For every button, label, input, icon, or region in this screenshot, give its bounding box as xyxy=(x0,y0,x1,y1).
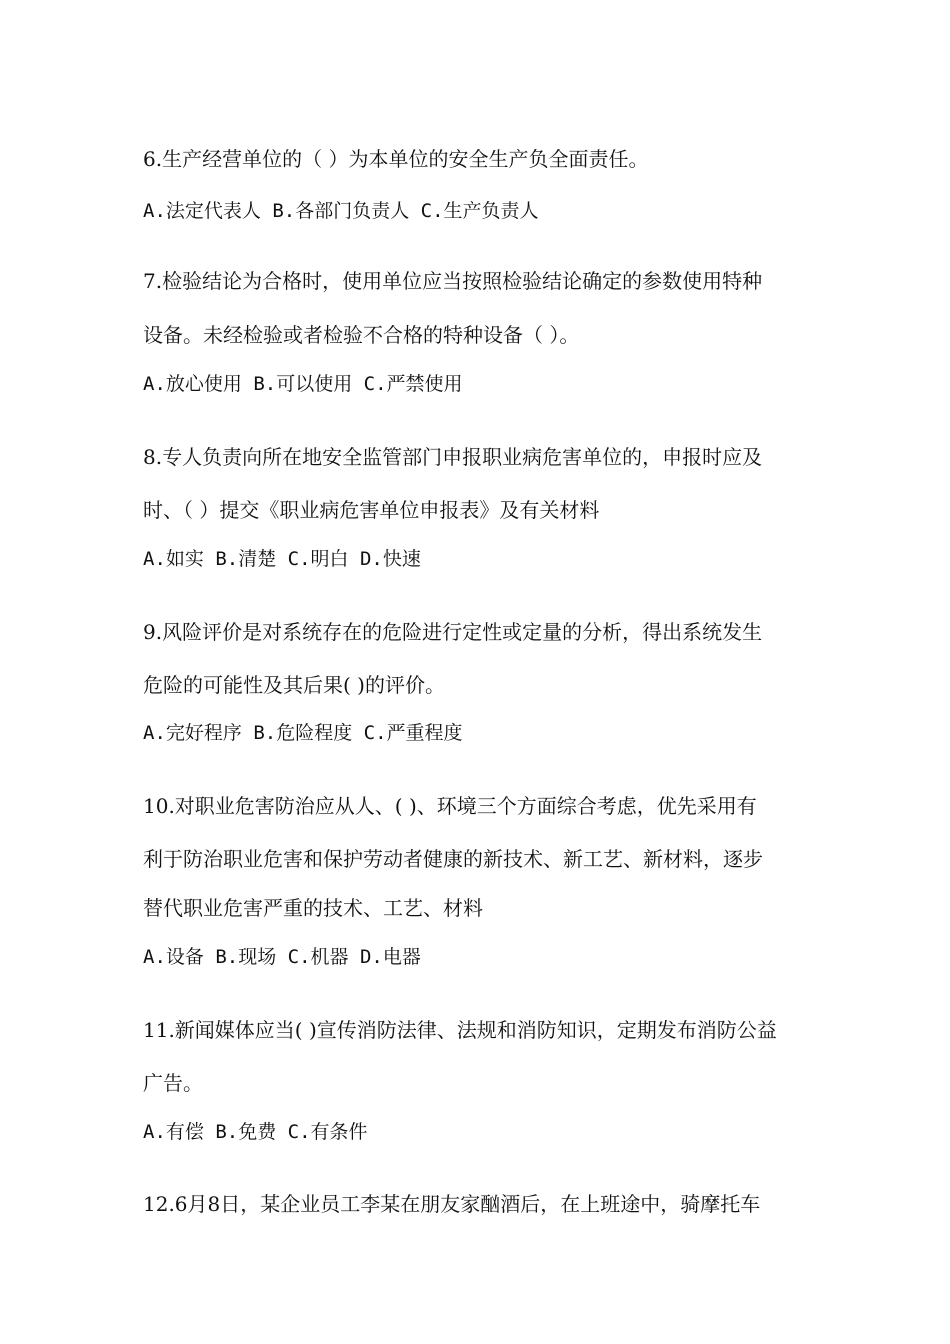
question-8-line-2: 时、（ ）提交《职业病危害单位申报表》及有关材料 xyxy=(143,498,600,522)
question-12-line-1: 12.6月8日，某企业员工李某在朋友家酗酒后，在上班途中，骑摩托车 xyxy=(143,1192,761,1216)
question-7-line-2: 设备。未经检验或者检验不合格的特种设备（ ）。 xyxy=(143,323,580,347)
question-8-options: A.如实 B.清楚 C.明白 D.快速 xyxy=(143,548,421,570)
question-9-line-1: 9.风险评价是对系统存在的危险进行定性或定量的分析，得出系统发生 xyxy=(143,620,763,644)
question-9-options: A.完好程序 B.危险程度 C.严重程度 xyxy=(143,722,463,744)
question-8-line-1: 8.专人负责向所在地安全监管部门申报职业病危害单位的，申报时应及 xyxy=(143,445,763,469)
question-10-options: A.设备 B.现场 C.机器 D.电器 xyxy=(143,946,421,968)
question-7-line-1: 7.检验结论为合格时，使用单位应当按照检验结论确定的参数使用特种 xyxy=(143,269,763,293)
question-7-options: A.放心使用 B.可以使用 C.严禁使用 xyxy=(143,373,463,395)
question-10-line-1: 10.对职业危害防治应从人、( )、环境三个方面综合考虑，优先采用有 xyxy=(143,794,757,818)
question-6-options: A.法定代表人 B.各部门负责人 C.生产负责人 xyxy=(143,200,539,222)
question-10-line-3: 替代职业危害严重的技术、工艺、材料 xyxy=(143,896,483,920)
question-9-line-2: 危险的可能性及其后果( )的评价。 xyxy=(143,673,445,697)
question-11-line-1: 11.新闻媒体应当( )宣传消防法律、法规和消防知识，定期发布消防公益 xyxy=(143,1018,777,1042)
question-6-line-1: 6.生产经营单位的（ ）为本单位的安全生产负全面责任。 xyxy=(143,147,649,171)
question-10-line-2: 利于防治职业危害和保护劳动者健康的新技术、新工艺、新材料，逐步 xyxy=(143,847,763,871)
question-11-line-2: 广告。 xyxy=(143,1071,203,1095)
question-11-options: A.有偿 B.免费 C.有条件 xyxy=(143,1121,368,1143)
